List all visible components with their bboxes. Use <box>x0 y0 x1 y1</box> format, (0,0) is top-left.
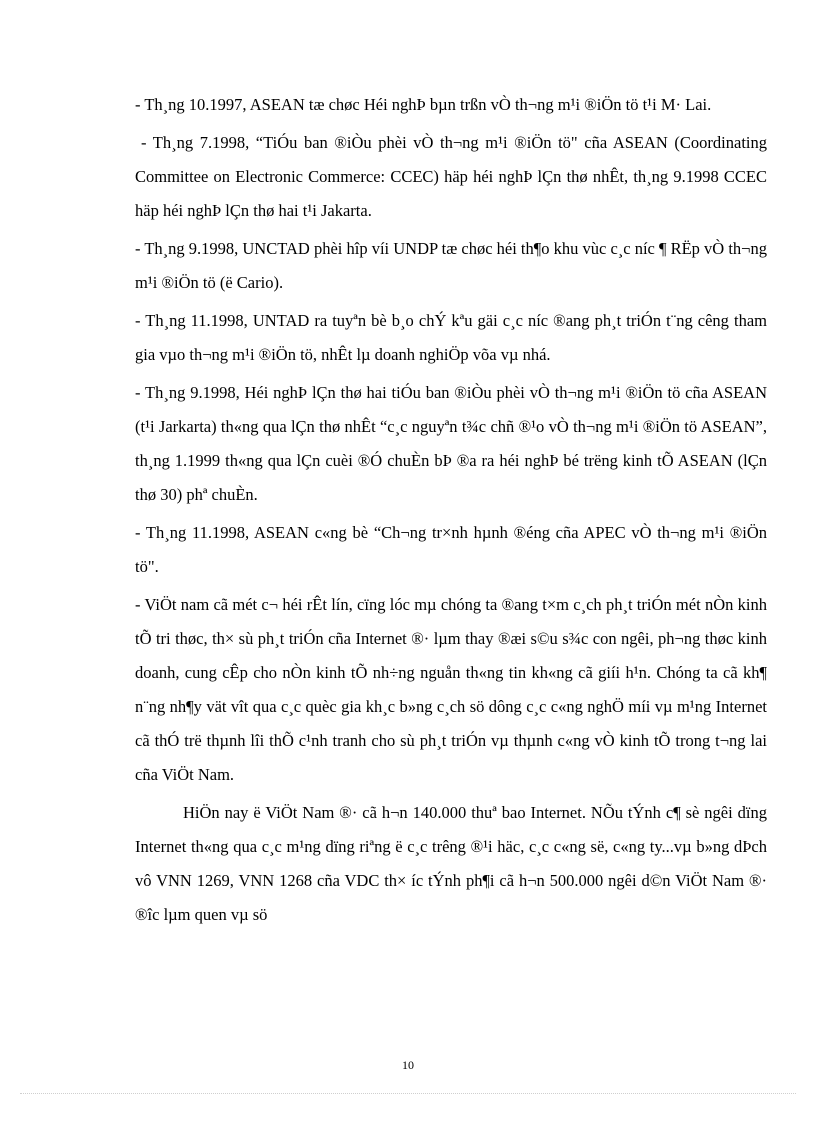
paragraph-6: - Th¸ng 11.1998, ASEAN c«ng bè “Ch¬ng tr×nh hµnh ®éng cña APEC vÒ th¬ng m¹i ®iÖn tö". <box>135 523 767 576</box>
paragraph-8: HiÖn nay ë ViÖt Nam ®· cã h¬n 140.000 thuª bao Internet. NÕu tÝnh c¶ sè ngêi dïng Internet th«ng qua c¸c m¹ng dïng riªng ë c¸c trêng ®¹i häc, c¸c c«ng së, c«ng ty...vµ b»ng dÞch vô VNN 1269, VNN 1268 cña VDC th× íc tÝnh ph¶i cã h¬n 500.000 ngêi d©n ViÖt Nam ®· ®îc lµm quen vµ sö <box>135 803 767 924</box>
page-number: 10 <box>402 1058 414 1072</box>
paragraph-7: - ViÖt nam cã mét c¬ héi rÊt lín, cïng lóc mµ chóng ta ®ang t×m c¸ch ph¸t triÓn mét nÒn kinh tÕ tri thøc, th× sù ph¸t triÓn cña Internet ®· lµm thay ®æi s©u s¾c con ngêi, ph¬ng thøc kinh doanh, cung cÊp cho nÒn kinh tÕ nh÷ng nguån th«ng tin kh«ng cã giíi h¹n. Chóng ta cã kh¶ n¨ng nh¶y vät vît qua c¸c quèc gia kh¸c b»ng c¸ch sö dông c¸c c«ng nghÖ míi vµ m¹ng Internet cã thÓ trë thµnh lîi thÕ c¹nh tranh cho sù ph¸t triÓn vµ thµnh c«ng vÒ kinh tÕ trong t¬ng lai cña ViÖt Nam. <box>135 595 767 784</box>
body-text <box>135 88 767 936</box>
paragraph-5: - Th¸ng 9.1998, Héi nghÞ lÇn thø hai tiÓu ban ®iÒu phèi vÒ th¬ng m¹i ®iÖn tö cña ASEAN (t¹i Jarkarta) th«ng qua lÇn thø nhÊt “c¸c nguyªn t¾c chñ ®¹o vÒ th¬ng m¹i ®iÖn tö ASEAN”, th¸ng 1.1999 th«ng qua lÇn cuèi ®Ó chuÈn bÞ ®a ra héi nghÞ bé trëng kinh tÕ ASEAN (lÇn thø 30) phª chuÈn. <box>135 383 767 504</box>
paragraph-1: - Th¸ng 10.1997, ASEAN tæ chøc Héi nghÞ bµn trßn vÒ th¬ng m¹i ®iÖn tö t¹i M· Lai. <box>135 95 712 114</box>
footer-divider <box>20 1093 796 1094</box>
paragraph-4: - Th¸ng 11.1998, UNTAD ra tuyªn bè b¸o chÝ kªu gäi c¸c níc ®ang ph¸t triÓn t¨ng cêng tham gia vµo th¬ng m¹i ®iÖn tö, nhÊt lµ doanh nghiÖp võa vµ nhá. <box>135 311 767 364</box>
paragraph-3: - Th¸ng 9.1998, UNCTAD phèi hîp víi UNDP tæ chøc héi th¶o khu vùc c¸c níc ¶ RËp vÒ th¬ng m¹i ®iÖn tö (ë Cario). <box>135 239 767 292</box>
paragraph-2: - Th¸ng 7.1998, “TiÓu ban ®iÒu phèi vÒ th¬ng m¹i ®iÖn tö" cña ASEAN (Coordinating Committee on Electronic Commerce: CCEC) häp héi nghÞ lÇn thø nhÊt, th¸ng 9.1998 CCEC häp héi nghÞ lÇn thø hai t¹i Jakarta. <box>135 133 767 220</box>
